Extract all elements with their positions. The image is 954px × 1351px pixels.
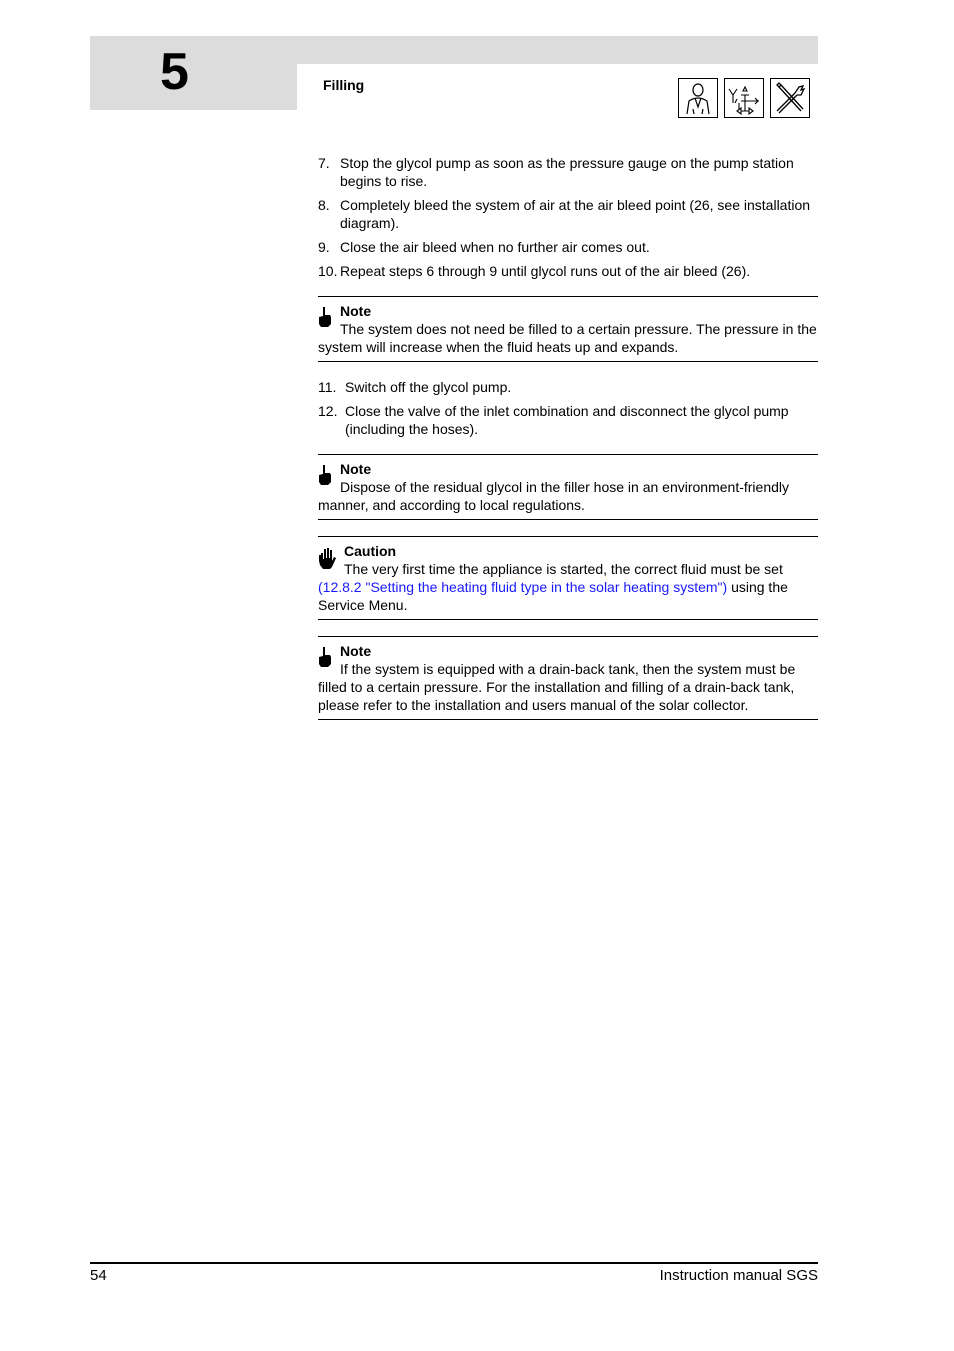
note-text: If the system is equipped with a drain-back tank, then the system must be filled to a certain pressure. For the installation and filling of a drain-back tank, please refer to the installation and users manual of the solar collector. <box>318 661 796 713</box>
audience-icons <box>678 78 810 118</box>
step-text: Close the valve of the inlet combination and disconnect the glycol pump (including the hoses). <box>345 403 789 437</box>
tools-icon <box>770 78 810 118</box>
step-text: Completely bleed the system of air at the air bleed point (26, see installation diagram). <box>340 197 811 231</box>
pointing-hand-icon <box>318 307 332 331</box>
step-7 <box>318 154 818 190</box>
step-text: Repeat steps 6 through 9 until glycol runs out of the air bleed (26). <box>340 263 751 279</box>
pointing-hand-icon <box>318 647 332 671</box>
note-title: Note <box>340 643 372 659</box>
step-text: Switch off the glycol pump. <box>345 379 512 395</box>
step-number: 11. <box>318 379 337 395</box>
note-box <box>318 454 818 520</box>
chapter-block <box>90 36 297 110</box>
caution-box <box>318 536 818 620</box>
step-number: 12. <box>318 403 338 419</box>
caution-text: The very first time the appliance is started, the correct fluid must be set (12.8.2 "Setting the heating fluid type in the solar heating system") using the Service Menu. <box>318 561 788 613</box>
step-8 <box>318 196 818 232</box>
manual-title: Instruction manual SGS <box>659 1267 818 1284</box>
step-text: Close the air bleed when no further air comes out. <box>340 239 650 255</box>
step-9 <box>318 238 818 256</box>
stop-hand-icon <box>318 547 336 573</box>
step-number: 9. <box>318 239 330 255</box>
footer-rule <box>90 1262 818 1264</box>
chapter-number: 5 <box>160 43 189 101</box>
step-11 <box>318 378 818 396</box>
pointing-hand-icon <box>318 465 332 489</box>
step-number: 8. <box>318 197 330 213</box>
note-title: Note <box>340 303 372 319</box>
step-10 <box>318 262 818 280</box>
page-content <box>318 154 818 736</box>
note-box <box>318 636 818 720</box>
step-number: 10. <box>318 263 338 279</box>
note-title: Note <box>340 461 372 477</box>
cross-reference-link[interactable]: (12.8.2 "Setting the heating fluid type in the solar heating system") <box>318 579 728 595</box>
note-text: The system does not need be filled to a certain pressure. The pressure in the system will increase when the fluid heats up and expands. <box>318 321 817 355</box>
step-12 <box>318 402 818 438</box>
step-number: 7. <box>318 155 330 171</box>
installation-diagram-icon <box>724 78 764 118</box>
caution-title: Caution <box>344 543 397 559</box>
note-box <box>318 296 818 362</box>
step-text: Stop the glycol pump as soon as the pressure gauge on the pump station begins to rise. <box>340 155 794 189</box>
page-number: 54 <box>90 1267 107 1284</box>
section-title: Filling <box>323 77 365 93</box>
note-text: Dispose of the residual glycol in the filler hose in an environment-friendly manner, and according to local regulations. <box>318 479 790 513</box>
technician-icon <box>678 78 718 118</box>
